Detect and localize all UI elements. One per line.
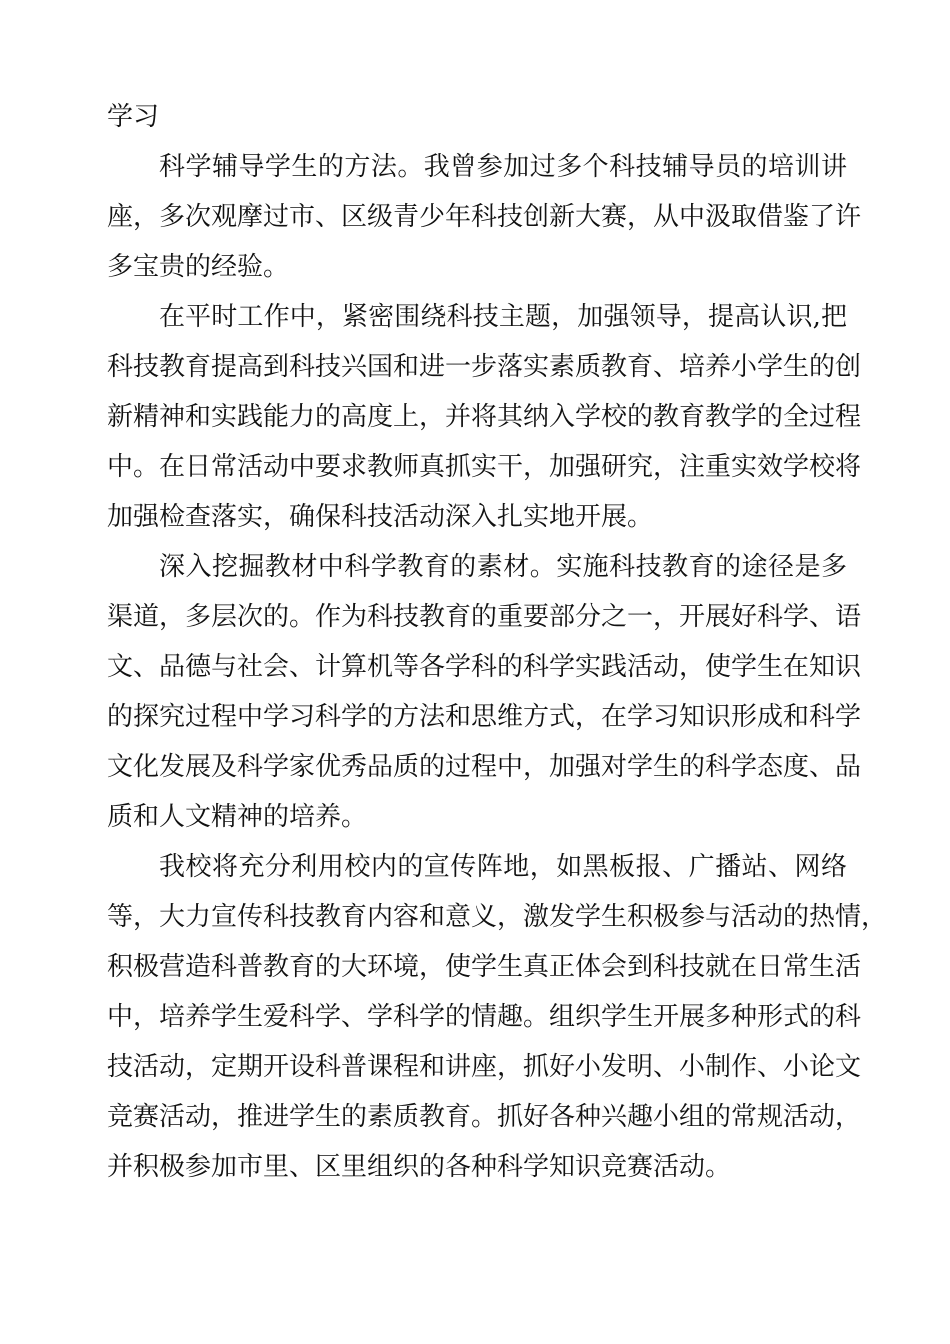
paragraph-2 (107, 292, 862, 542)
paragraph-line: 的探究过程中学习科学的方法和思维方式，在学习知识形成和科学 (107, 702, 862, 732)
paragraph-1 (107, 142, 862, 292)
heading-fragment: 学习 (107, 102, 160, 132)
paragraph-line: 文、品德与社会、计算机等各学科的科学实践活动，使学生在知识 (107, 652, 862, 682)
paragraph-line: 中，培养学生爱科学、学科学的情趣。组织学生开展多种形式的科 (107, 1002, 862, 1032)
paragraph-line: 我校将充分利用校内的宣传阵地，如黑板报、广播站、网络 (159, 852, 847, 882)
paragraph-line: 中。在日常活动中要求教师真抓实干，加强研究，注重实效学校将 (107, 452, 862, 482)
paragraph-line: 等，大力宣传科技教育内容和意义，激发学生积极参与活动的热情， (107, 902, 888, 932)
paragraph-3 (107, 542, 862, 842)
paragraph-line: 科学辅导学生的方法。我曾参加过多个科技辅导员的培训讲 (159, 152, 847, 182)
paragraph-line: 竞赛活动，推进学生的素质教育。抓好各种兴趣小组的常规活动， (107, 1102, 862, 1132)
paragraph-line: 深入挖掘教材中科学教育的素材。实施科技教育的途径是多 (159, 552, 847, 582)
paragraph-line: 渠道，多层次的。作为科技教育的重要部分之一，开展好科学、语 (107, 602, 862, 632)
paragraph-line: 在平时工作中，紧密围绕科技主题，加强领导，提高认识,把 (159, 302, 847, 332)
paragraph-line: 加强检查落实，确保科技活动深入扎实地开展。 (107, 502, 654, 532)
paragraph-line: 座，多次观摩过市、区级青少年科技创新大赛，从中汲取借鉴了许 (107, 202, 862, 232)
paragraph-line: 质和人文精神的培养。 (107, 802, 368, 832)
paragraph-line: 积极营造科普教育的大环境，使学生真正体会到科技就在日常生活 (107, 952, 862, 982)
paragraph-line: 多宝贵的经验。 (107, 252, 290, 282)
document-body (107, 92, 888, 1192)
paragraph-line: 文化发展及科学家优秀品质的过程中，加强对学生的科学态度、品 (107, 752, 862, 782)
paragraph-4 (107, 842, 888, 1192)
paragraph-line: 技活动，定期开设科普课程和讲座，抓好小发明、小制作、小论文 (107, 1052, 862, 1082)
paragraph-line: 新精神和实践能力的高度上，并将其纳入学校的教育教学的全过程 (107, 402, 862, 432)
paragraph-line: 并积极参加市里、区里组织的各种科学知识竞赛活动。 (107, 1152, 732, 1182)
paragraph-line: 科技教育提高到科技兴国和进一步落实素质教育、培养小学生的创 (107, 352, 862, 382)
